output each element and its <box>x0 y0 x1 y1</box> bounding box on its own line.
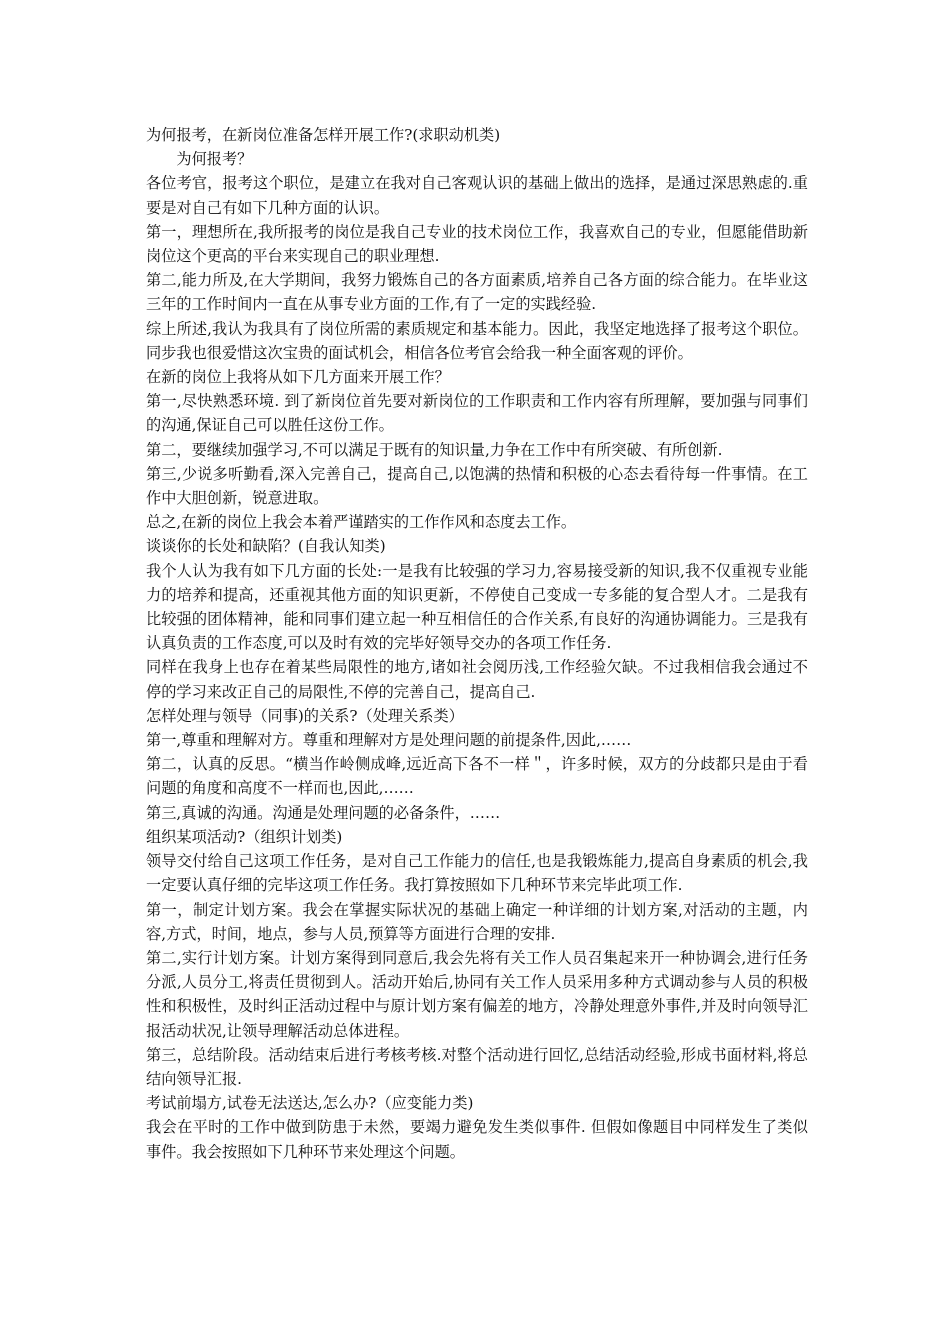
paragraph: 第二,能力所及,在大学期间，我努力锻炼自己的各方面素质,培养自己各方面的综合能力。在毕业这三年的工作时间内一直在从事专业方面的工作,有了一定的实践经验. <box>146 271 808 314</box>
paragraph: 第二，要继续加强学习,不可以满足于既有的知识量,力争在工作中有所突破、有所创新. <box>146 440 723 459</box>
paragraph: 领导交付给自己这项工作任务，是对自己工作能力的信任,也是我锻炼能力,提高自身素质的机会,我一定要认真仔细的完毕这项工作任务。我打算按照如下几种环节来完毕此项工作. <box>146 852 808 895</box>
paragraph: 我会在平时的工作中做到防患于未然，要竭力避免发生类似事件. 但假如像题目中同样发生了类似事件。我会按照如下几种环节来处理这个问题。 <box>146 1118 808 1161</box>
question-heading: 组织某项活动?（组织计划类) <box>146 827 343 846</box>
question-heading: 怎样处理与领导（同事)的关系?（处理关系类） <box>146 706 464 725</box>
question-heading: 为何报考，在新岗位准备怎样开展工作?(求职动机类) <box>146 126 501 144</box>
paragraph: 第一，制定计划方案。我会在掌握实际状况的基础上确定一种详细的计划方案,对活动的主题，内容,方式，时间，地点，参与人员,预算等方面进行合理的安排. <box>146 900 808 943</box>
paragraph: 综上所述,我认为我具有了岗位所需的素质规定和基本能力。因此，我坚定地选择了报考这个职位。同步我也很爱惜这次宝贵的面试机会，相信各位考官会给我一种全面客观的评价。 <box>146 319 808 362</box>
question-heading: 谈谈你的长处和缺陷？(自我认知类) <box>146 537 386 556</box>
paragraph: 第三,真诚的沟通。沟通是处理问题的必备条件，…… <box>146 803 501 822</box>
paragraph: 总之,在新的岗位上我会本着严谨踏实的工作作风和态度去工作。 <box>146 513 577 532</box>
paragraph: 第三,少说多听勤看,深入完善自己，提高自己,以饱满的热情和积极的心态去看待每一件事情。在工作中大胆创新，锐意进取。 <box>146 464 808 508</box>
paragraph: 第二，认真的反思。“横当作岭侧成峰,远近高下各不一样＂，许多时候，双方的分歧都只是由于看问题的角度和高度不一样而也,因此,…… <box>146 755 808 798</box>
paragraph: 我个人认为我有如下几方面的长处:一是我有比较强的学习力,容易接受新的知识,我不仅重视专业能力的培养和提高，还重视其他方面的知识更新，不停使自己变成一专多能的复合型人才。二是我有比较强的团体精神，能和同事们建立起一种互相信任的合作关系,有良好的沟通协调能力。三是我有认真负责的工作态度,可以及时有效的完毕好领导交办的各项工作任务. <box>146 561 808 653</box>
paragraph: 第一,尽快熟悉环境. 到了新岗位首先要对新岗位的工作职责和工作内容有所理解，要加强与同事们的沟通,保证自己可以胜任这份工作。 <box>146 392 808 435</box>
sub-heading: 为何报考？ <box>176 150 253 169</box>
paragraph: 在新的岗位上我将从如下几方面来开展工作？ <box>146 368 450 387</box>
document-body <box>146 123 808 1164</box>
paragraph: 第二,实行计划方案。计划方案得到同意后,我会先将有关工作人员召集起来开一种协调会,进行任务分派,人员分工,将责任贯彻到人。活动开始后,协同有关工作人员采用多种方式调动参与人员的积极性和积极性，及时纠正活动过程中与原计划方案有偏差的地方，冷静处理意外事件,并及时向领导汇报活动状况,让领导理解活动总体进程。 <box>146 948 808 1040</box>
paragraph: 第一,尊重和理解对方。尊重和理解对方是处理问题的前提条件,因此,…… <box>146 731 632 750</box>
paragraph: 各位考官，报考这个职位，是建立在我对自己客观认识的基础上做出的选择，是通过深思熟虑的.重要是对自己有如下几种方面的认识。 <box>146 174 808 217</box>
paragraph: 第一，理想所在,我所报考的岗位是我自己专业的技术岗位工作，我喜欢自己的专业，但愿能借助新岗位这个更高的平台来实现自己的职业理想. <box>146 222 808 266</box>
question-heading: 考试前塌方,试卷无法送达,怎么办?（应变能力类) <box>146 1094 474 1113</box>
paragraph: 第三，总结阶段。活动结束后进行考核考核.对整个活动进行回忆,总结活动经验,形成书面材料,将总结向领导汇报. <box>146 1045 808 1088</box>
paragraph: 同样在我身上也存在着某些局限性的地方,诸如社会阅历浅,工作经验欠缺。不过我相信我会通过不停的学习来改正自己的局限性,不停的完善自己，提高自己. <box>146 658 808 701</box>
